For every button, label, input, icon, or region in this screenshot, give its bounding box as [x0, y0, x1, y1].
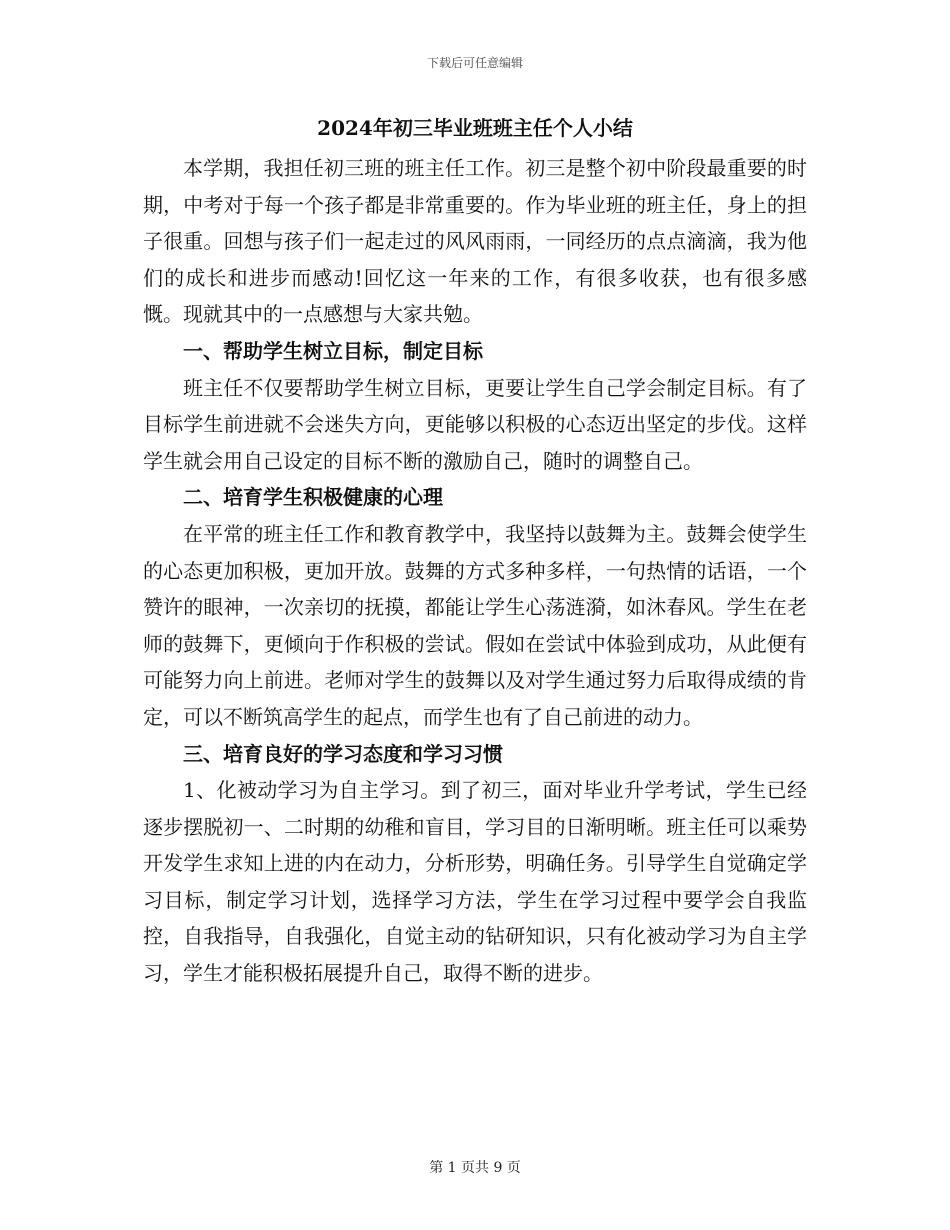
section-heading-2: 二、培育学生积极健康的心理	[183, 485, 443, 510]
paragraph-section-2: 在平常的班主任工作和教育教学中，我坚持以鼓舞为主。鼓舞会使学生的心态更加积极，更加开放。鼓舞的方式多种多样，一句热情的话语，一个赞许的眼神，一次亲切的抚摸，都能让学生心荡涟漪，如沐春风。学生在老师的鼓舞下，更倾向于作积极的尝试。假如在尝试中体验到成功，从此便有可能努力向上前进。老师对学生的鼓舞以及对学生通过努力后取得成绩的肯定，可以不断筑高学生的起点，而学生也有了自己前进的动力。	[143, 521, 807, 729]
header-note: 下载后可任意编辑	[426, 56, 523, 70]
section-heading-1: 一、帮助学生树立目标，制定目标	[183, 338, 483, 363]
paragraph-intro: 本学期，我担任初三班的班主任工作。初三是整个初中阶段最重要的时期，中考对于每一个孩子都是非常重要的。作为毕业班的班主任，身上的担子很重。回想与孩子们一起走过的风风雨雨，一同经历的点点滴滴，我为他们的成长和进步而感动!回忆这一年来的工作，有很多收获，也有很多感慨。现就其中的一点感想与大家共勉。	[143, 156, 807, 327]
paragraph-section-3: 1、化被动学习为自主学习。到了初三，面对毕业升学考试，学生已经逐步摆脱初一、二时期的幼稚和盲目，学习目的日渐明晰。班主任可以乘势开发学生求知上进的内在动力，分析形势，明确任务。引导学生自觉确定学习目标，制定学习计划，选择学习方法，学生在学习过程中要学会自我监控，自我指导，自我强化，自觉主动的钻研知识，只有化被动学习为自主学习，学生才能积极拓展提升自己，取得不断的进步。	[143, 778, 807, 986]
paragraph-section-1: 班主任不仅要帮助学生树立目标，更要让学生自己学会制定目标。有了目标学生前进就不会迷失方向，更能够以积极的心态迈出坚定的步伐。这样学生就会用自己设定的目标不断的激励自己，随时的调整自己。	[143, 375, 807, 473]
document-title: 2024年初三毕业班班主任个人小结	[317, 116, 633, 140]
section-heading-3: 三、培育良好的学习态度和学习习惯	[183, 741, 503, 766]
document-body	[143, 110, 807, 992]
page-number: 第 1 页共 9 页	[429, 1160, 521, 1176]
